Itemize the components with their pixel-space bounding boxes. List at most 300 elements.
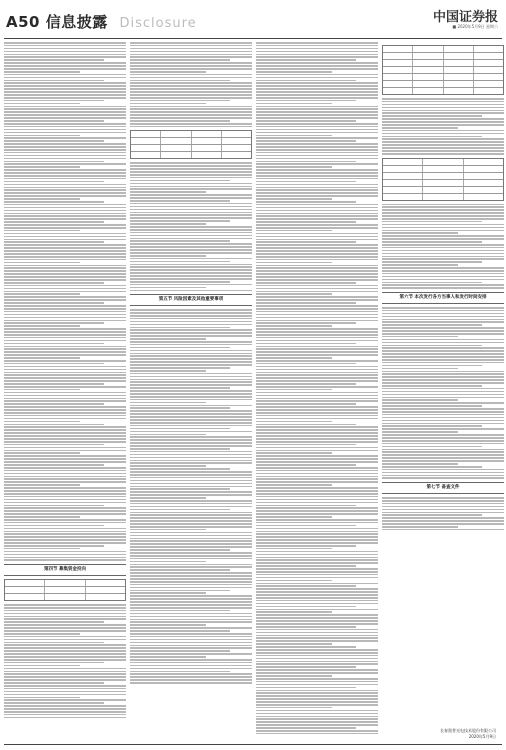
text-line <box>130 42 252 44</box>
text-line <box>256 80 356 82</box>
text-line <box>4 610 126 612</box>
text-line <box>130 428 230 430</box>
text-line <box>130 601 252 603</box>
text-line <box>130 287 206 289</box>
text-line <box>256 568 378 570</box>
text-line <box>4 473 126 475</box>
text-line <box>4 236 126 238</box>
text-line <box>256 487 378 489</box>
text-line <box>4 659 126 661</box>
text-line <box>382 206 504 208</box>
text-line <box>256 230 332 232</box>
text-line <box>4 207 126 209</box>
text-line <box>256 51 378 53</box>
top-rule <box>4 38 502 39</box>
text-line <box>382 509 504 511</box>
section-title-en: Disclosure <box>119 16 197 31</box>
text-line <box>130 503 252 505</box>
text-line <box>4 493 126 495</box>
text-line <box>130 633 252 635</box>
text-line <box>4 636 126 638</box>
text-line <box>130 613 252 615</box>
text-line <box>130 194 252 196</box>
text-line <box>4 126 126 128</box>
text-line <box>256 346 378 348</box>
text-line <box>4 505 104 507</box>
text-line <box>130 488 230 490</box>
text-line <box>130 575 252 577</box>
text-line <box>130 126 252 128</box>
text-line <box>130 460 252 462</box>
text-line <box>4 386 126 388</box>
text-line <box>256 94 378 96</box>
text-line <box>4 662 104 664</box>
text-line <box>256 502 378 504</box>
text-line <box>4 267 126 269</box>
text-line <box>4 507 126 509</box>
text-line <box>256 48 378 50</box>
company-name: 长春奥普光电技术股份有限公司 <box>440 728 496 733</box>
text-line <box>256 302 356 304</box>
text-line <box>382 425 482 427</box>
text-line <box>256 447 378 449</box>
text-line <box>256 360 378 362</box>
text-line <box>130 549 230 551</box>
text-line <box>130 74 252 76</box>
text-line <box>256 158 378 160</box>
text-line <box>130 355 252 357</box>
text-line <box>382 475 504 477</box>
text-line <box>4 531 126 533</box>
text-line <box>130 214 252 216</box>
text-line <box>4 239 126 241</box>
text-line <box>382 373 504 375</box>
text-line <box>256 687 356 689</box>
text-line <box>256 265 378 267</box>
text-line <box>130 390 252 392</box>
text-line <box>130 338 206 340</box>
text-line <box>130 77 252 79</box>
text-line <box>256 623 378 625</box>
text-line <box>4 293 80 295</box>
text-line <box>256 470 378 472</box>
text-line <box>256 585 356 587</box>
text-line <box>130 212 252 214</box>
text-line <box>4 74 126 76</box>
text-line <box>130 358 252 360</box>
text-line <box>382 253 504 255</box>
text-line <box>256 724 378 726</box>
text-line <box>256 247 378 249</box>
text-line <box>130 425 252 427</box>
text-line <box>382 414 504 416</box>
text-line <box>130 529 206 531</box>
text-line <box>256 120 356 122</box>
text-line <box>256 704 378 706</box>
text-line <box>4 224 126 226</box>
text-line <box>256 701 378 703</box>
text-line <box>4 189 126 191</box>
text-line <box>256 233 378 235</box>
text-line <box>4 85 126 87</box>
text-line <box>130 532 252 534</box>
text-line <box>382 313 504 315</box>
text-line <box>256 557 378 559</box>
text-line <box>256 412 378 414</box>
text-line <box>130 462 252 464</box>
text-line <box>130 197 252 199</box>
text-line <box>256 71 332 73</box>
text-line <box>130 85 252 87</box>
table <box>382 158 504 201</box>
text-line <box>130 598 252 600</box>
text-line <box>4 557 126 559</box>
text-line <box>256 325 332 327</box>
text-line <box>256 409 378 411</box>
text-line <box>382 469 504 471</box>
text-line <box>130 682 252 684</box>
text-line <box>256 484 332 486</box>
text-line <box>4 476 126 478</box>
text-line <box>130 177 252 179</box>
text-line <box>130 203 252 205</box>
text-line <box>256 681 378 683</box>
text-line <box>130 321 252 323</box>
text-line <box>4 392 126 394</box>
text-line <box>130 275 252 277</box>
text-line <box>130 123 252 125</box>
text-line <box>382 503 504 505</box>
text-line <box>4 673 126 675</box>
text-line <box>256 256 378 258</box>
text-line <box>256 438 378 440</box>
text-line <box>4 337 126 339</box>
text-line <box>4 241 104 243</box>
text-line <box>130 434 206 436</box>
text-line <box>130 535 252 537</box>
text-line <box>4 650 126 652</box>
text-line <box>256 609 378 611</box>
text-line <box>382 224 504 226</box>
text-line <box>130 100 230 102</box>
text-line <box>382 463 458 465</box>
text-line <box>130 220 230 222</box>
column-2 <box>130 42 252 742</box>
text-line <box>382 500 504 502</box>
text-line <box>4 103 80 105</box>
text-line <box>256 372 378 374</box>
text-line <box>256 661 378 663</box>
text-line <box>256 727 356 729</box>
text-line <box>4 317 126 319</box>
text-line <box>256 340 378 342</box>
bottom-rule <box>4 744 502 745</box>
text-line <box>382 423 504 425</box>
text-line <box>256 328 378 330</box>
text-line <box>4 221 104 223</box>
text-line <box>256 149 378 151</box>
text-line <box>130 54 252 56</box>
text-line <box>382 130 504 132</box>
text-line <box>130 232 252 234</box>
text-line <box>4 158 126 160</box>
text-line <box>130 636 252 638</box>
text-line <box>256 65 378 67</box>
text-line <box>382 144 504 146</box>
text-line <box>130 252 252 254</box>
text-line <box>256 603 378 605</box>
text-line <box>130 465 206 467</box>
text-line <box>4 639 126 641</box>
text-line <box>130 103 206 105</box>
text-line <box>382 345 482 347</box>
text-line <box>4 285 126 287</box>
text-line <box>256 351 378 353</box>
text-line <box>256 129 378 131</box>
text-line <box>130 413 252 415</box>
text-line <box>4 478 126 480</box>
text-line <box>256 467 378 469</box>
text-line <box>382 98 504 100</box>
text-line <box>4 435 126 437</box>
text-line <box>256 461 378 463</box>
text-line <box>256 54 378 56</box>
text-line <box>4 114 126 116</box>
text-line <box>256 114 378 116</box>
issue-date: ■ 2020年5月9日 星期六 <box>452 24 498 29</box>
text-line <box>4 195 126 197</box>
text-line <box>130 442 252 444</box>
text-line <box>4 613 126 615</box>
text-line <box>382 150 504 152</box>
text-line <box>4 487 126 489</box>
text-line <box>130 65 252 67</box>
text-line <box>130 312 252 314</box>
text-line <box>256 562 378 564</box>
text-line <box>256 331 378 333</box>
text-line <box>382 270 504 272</box>
text-line <box>4 296 126 298</box>
text-line <box>4 415 126 417</box>
text-line <box>4 94 126 96</box>
table <box>4 579 126 601</box>
text-line <box>130 180 230 182</box>
text-line <box>130 238 252 240</box>
text-line <box>130 679 252 681</box>
text-line <box>382 127 458 129</box>
text-line <box>130 676 252 678</box>
text-line <box>4 351 126 353</box>
text-line <box>382 115 482 117</box>
text-line <box>256 97 378 99</box>
text-line <box>4 227 126 229</box>
text-line <box>4 123 126 125</box>
text-line <box>382 267 504 269</box>
text-line <box>382 209 504 211</box>
text-line <box>256 369 378 371</box>
text-line <box>130 350 252 352</box>
text-line <box>4 348 126 350</box>
text-line <box>256 221 356 223</box>
text-line <box>382 443 504 445</box>
text-line <box>382 307 504 309</box>
text-line <box>130 209 252 211</box>
text-line <box>256 493 378 495</box>
text-line <box>382 391 504 393</box>
text-line <box>4 328 126 330</box>
text-line <box>256 516 332 518</box>
text-line <box>256 721 378 723</box>
text-line <box>130 281 230 283</box>
text-line <box>256 565 356 567</box>
text-line <box>4 616 126 618</box>
text-line <box>382 405 482 407</box>
text-line <box>130 410 252 412</box>
text-line <box>4 155 126 157</box>
text-line <box>256 224 378 226</box>
text-line <box>130 165 252 167</box>
text-line <box>4 691 126 693</box>
text-line <box>382 124 504 126</box>
text-line <box>256 513 378 515</box>
text-line <box>256 250 378 252</box>
text-line <box>4 346 126 348</box>
text-line <box>256 276 378 278</box>
text-line <box>256 279 378 281</box>
text-line <box>130 592 206 594</box>
text-line <box>4 708 126 710</box>
text-line <box>130 422 252 424</box>
text-line <box>130 258 252 260</box>
text-line <box>4 630 126 632</box>
text-line <box>382 440 504 442</box>
text-line <box>382 204 504 206</box>
text-line <box>4 502 126 504</box>
text-line <box>130 407 230 409</box>
text-line <box>4 42 126 44</box>
text-line <box>130 353 252 355</box>
column-4 <box>382 42 504 742</box>
text-line <box>130 186 252 188</box>
text-line <box>130 526 252 528</box>
text-line <box>130 402 206 404</box>
text-line <box>130 266 252 268</box>
text-line <box>256 640 378 642</box>
text-line <box>130 477 252 479</box>
text-line <box>130 540 252 542</box>
text-line <box>256 198 332 200</box>
text-line <box>382 376 504 378</box>
text-line <box>256 91 378 93</box>
text-line <box>256 207 378 209</box>
text-line <box>130 347 230 349</box>
text-line <box>256 554 378 556</box>
text-line <box>256 455 378 457</box>
text-line <box>130 206 252 208</box>
text-line <box>382 101 504 103</box>
text-line <box>4 299 126 301</box>
text-line <box>256 571 378 573</box>
text-line <box>4 343 104 345</box>
text-line <box>4 438 126 440</box>
text-line <box>256 45 378 47</box>
text-line <box>4 48 126 50</box>
text-line <box>4 279 126 281</box>
text-line <box>256 464 356 466</box>
text-line <box>4 363 104 365</box>
text-line <box>256 308 378 310</box>
text-line <box>256 100 356 102</box>
text-line <box>130 191 206 193</box>
text-line <box>4 461 126 463</box>
text-line <box>130 500 252 502</box>
text-line <box>4 676 126 678</box>
text-line <box>256 189 378 191</box>
text-line <box>130 555 252 557</box>
text-line <box>4 143 126 145</box>
text-line <box>256 505 356 507</box>
text-line <box>130 454 252 456</box>
text-line <box>130 584 252 586</box>
text-line <box>382 472 504 474</box>
text-line <box>130 671 230 673</box>
text-line <box>256 181 356 183</box>
text-line <box>382 388 504 390</box>
text-line <box>130 62 252 64</box>
text-line <box>256 533 378 535</box>
text-line <box>130 494 252 496</box>
text-line <box>256 606 356 608</box>
text-line <box>256 155 378 157</box>
text-line <box>256 239 378 241</box>
text-line <box>130 610 230 612</box>
text-line <box>382 244 504 246</box>
text-line <box>4 481 126 483</box>
text-line <box>4 320 126 322</box>
text-line <box>382 133 504 135</box>
text-line <box>256 545 356 547</box>
text-line <box>382 273 504 275</box>
text-line <box>130 587 252 589</box>
text-line <box>382 232 458 234</box>
text-line <box>4 192 126 194</box>
text-line <box>4 464 104 466</box>
text-line <box>256 135 332 137</box>
text-line <box>256 476 378 478</box>
text-line <box>256 716 378 718</box>
text-line <box>256 672 378 674</box>
text-line <box>256 652 378 654</box>
text-line <box>256 241 356 243</box>
text-line <box>256 580 332 582</box>
text-line <box>256 77 378 79</box>
text-line <box>382 235 504 237</box>
text-line <box>4 132 126 134</box>
text-line <box>130 480 252 482</box>
text-line <box>4 653 126 655</box>
text-line <box>4 56 126 58</box>
text-line <box>256 253 378 255</box>
page-label <box>6 11 197 32</box>
text-line <box>4 490 126 492</box>
text-line <box>256 348 378 350</box>
text-line <box>256 733 378 735</box>
text-line <box>256 68 378 70</box>
text-line <box>256 377 378 379</box>
text-line <box>130 188 252 190</box>
text-line <box>256 626 356 628</box>
text-line <box>4 311 126 313</box>
